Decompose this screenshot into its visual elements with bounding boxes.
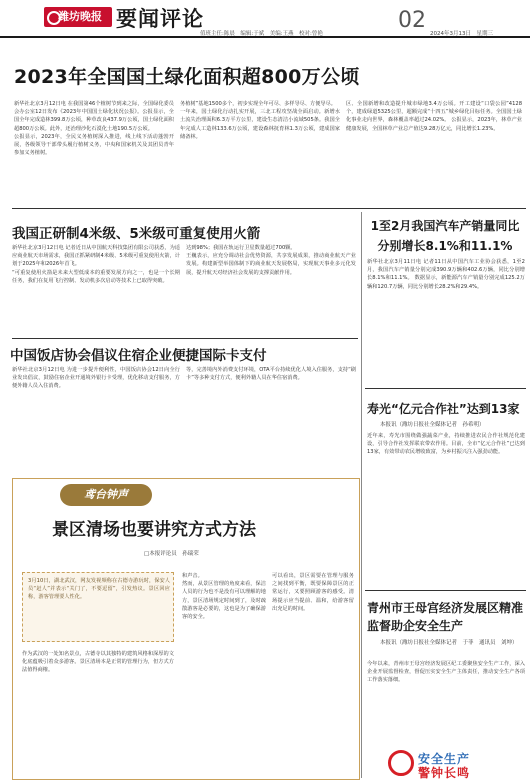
- story3-headline: 中国饭店协会倡议住宿企业便捷国际卡支付: [10, 348, 267, 364]
- divider: [12, 208, 526, 209]
- story2-column-2: 达到98%；我国在轨运行卫星数量超过700颗。 王巍表示，应充分调动社会优势资源，共享发展成果，推动商业航天产业发展。构建新型举国体制下的商业航天发展格局，实现航天事业多元化发展，提升航天对经济社会发展的支撑贡献作用。: [186, 245, 356, 276]
- opinion-headline: 景区清场也要讲究方式方法: [52, 520, 256, 540]
- issue-date: 2024年3月13日 星期三: [430, 31, 493, 37]
- safety-slogan-line2: 警钟长鸣: [418, 766, 471, 780]
- editor-credits: 值班主任:陈晨 编辑:于斌 美编:王燕 校对:曾艳: [200, 31, 323, 37]
- story1-headline: 2023年全国国土绿化面积超800万公顷: [14, 66, 360, 88]
- warning-ring-icon: [388, 750, 414, 776]
- story6-headline: 青州市王母宫经济发展区精准监督助企安全生产: [367, 601, 524, 633]
- story3-column-2: 等，完善境内外消费支付环境，OTA平台持续优化人境入住服务，支持“刷卡”等多种支付方式，便利外籍人员在华住宿消费。: [186, 367, 356, 382]
- masthead: [0, 0, 530, 38]
- newspaper-logo: 潍坊晚报: [44, 7, 112, 27]
- divider: [12, 338, 358, 339]
- opinion-body-1: 作为武汉的一处知名景点，古德寺以其独特的建筑风格和深厚的文化底蕴吸引着众多游客。景区清场本是正常的管理行为，但方式方法值得商榷。: [22, 651, 174, 674]
- safety-slogan-banner: [384, 749, 526, 779]
- story1-column-1: 新华社北京3月12日电 在我国第46个植树节到来之际，全国绿化委员会办公室12日发布《2023年中国国土绿化状况公报》。公报显示，全国全年完成造林399.8万公顷，种草改良437.9万公顷，国土绿化面积超800万公顷。此外，还治理沙化石漠化土地190.5万公顷。 公报显示，2023年，全民义务植树深入推进，线上线下活动蓬勃开展，各级领导干部带头履行植树义务，中央和国家机关及其团员青年参加义务植树。: [14, 101, 174, 157]
- opinion-byline: □本报评论员 孙瑞荣: [144, 551, 199, 557]
- story1-column-2: 务植树”基地1500多个，初步实现全年可尽、多样导尽、方便导尽。 一年来，国土绿化行动扎实开展，三北工程攻坚战全面启动。新增水土流失治理面积6.3万平方公里，建设生态清洁小流域505条。我国全年完成人工造林133.6万公顷，建设森林抚育林1.3万公顷，建成国家储备林。: [180, 101, 340, 140]
- page-number: 02: [398, 8, 426, 33]
- opinion-body-3: 可以看出，景区需要在管理与服务之间找到平衡，既要保障景区的正常运行，又要照顾游客的感受。清场提示应当提前、温和，给游客留出充足的时间。: [272, 573, 354, 612]
- opinion-column-tag: 鸢台钟声: [60, 484, 152, 506]
- story5-headline: 寿光“亿元合作社”达到13家: [367, 402, 520, 416]
- story4-headline: 1至2月我国汽车产销量同比分别增长8.1%和11.1%: [370, 219, 520, 253]
- safety-slogan-line1: 安全生产: [418, 752, 471, 766]
- story6-byline: 本报讯（潍坊日报社全媒体记者 于菲 通讯员 刘坤）: [380, 640, 518, 646]
- story2-column-1: 新华社北京3月12日电 记者近日从中国航天科技集团有限公司获悉，为适应商业航天市场需求，我国正抓紧研制4米级、5米级可重复使用火箭，计划于2025年和2026年首飞。 “可重复使用火箭是未来大型低成本的重要发展方向之一，也是一个长期任务，我们在复用飞行控制、发动机多次启动等技术上已取得突破。: [12, 245, 180, 284]
- opinion-body-2: 和声音。 然而，从景区管理的角度来看，保洁人员的行为也不是没有可以理解的地方，景区清场规定时间到了，及时疏散游客是必要的，这也是为了确保游客的安全。: [182, 573, 266, 621]
- story6-column: 今年以来，青州市王母宫经济发展区纪工委聚焦安全生产工作，深入企业开展监督检查，督促压实安全生产主体责任，推动安全生产各项工作落实落细。: [367, 661, 525, 684]
- story3-column-1: 新华社北京3月12日电 为进一步提升便利性，中国饭店协会12日向全行业发出倡议，鼓励住宿企业开通境外银行卡受理，优化移动支付服务，方便外籍人员入住消费。: [12, 367, 180, 390]
- opinion-abstract: 3月10日，湖北武汉，网友发视频称在古德寺游玩时，保安人员“赶人”并表示“关门了，不要逗留”，引发热议。景区回应称，游客管理要人性化。: [28, 578, 170, 601]
- divider: [365, 590, 526, 591]
- story5-column: 近年来，寿光市围绕做强蔬菜产业，持续推进农民合作社规范化建设，引导合作社发挥联农带农作用。目前，全市“亿元合作社”已达到13家，有效带动农民增收致富，为乡村振兴注入强劲动能。: [367, 433, 525, 456]
- section-title: 要闻评论: [116, 6, 204, 31]
- divider: [365, 388, 526, 389]
- column-divider: [361, 212, 362, 778]
- story5-byline: 本报讯（潍坊日报社全媒体记者 孙希明）: [380, 422, 485, 428]
- story4-column: 新华社北京3月11日电 记者11日从中国汽车工业协会获悉，1至2月，我国汽车产销量分别完成390.9万辆和402.6万辆，同比分别增长8.1%和11.1%。 数据显示，新能源汽车产销量分别完成125.2万辆和120.7万辆，同比分别增长28.2%和29.4%。: [367, 259, 525, 290]
- story2-headline: 我国正研制4米级、5米级可重复使用火箭: [12, 226, 261, 242]
- story1-column-3: 区、全国新增和改造提升城市绿地3.4万公顷。开工建设“口袋公园”4128个，建成绿道5325公里，超额完成“十四五”城乡绿化目标任务。全国国土绿化事业走向世界，森林覆盖率超过24.02%。 公报显示，2023年，林草产业健康发展，全国林草产业总产值达9.28万亿元，同比增长1.23%。: [346, 101, 522, 132]
